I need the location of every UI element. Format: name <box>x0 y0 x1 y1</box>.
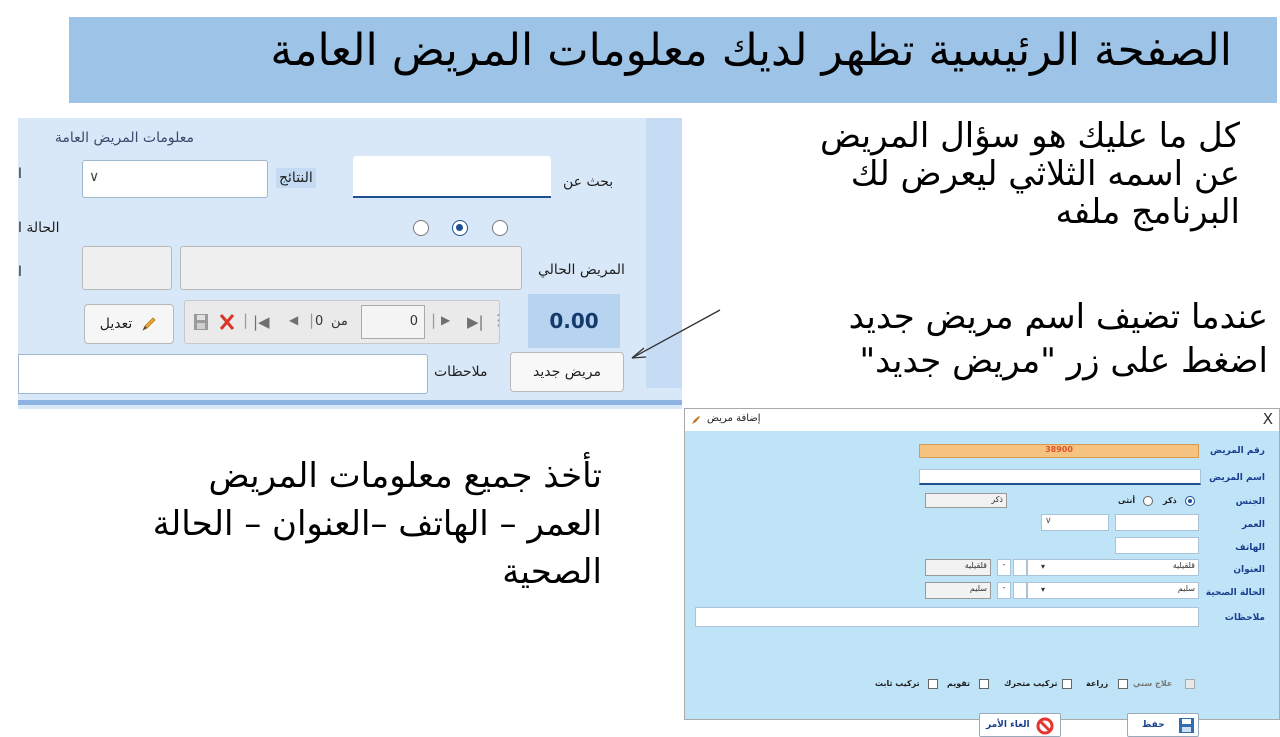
address-dash-button[interactable]: - <box>997 559 1011 576</box>
address-dropdown-toggle[interactable] <box>1013 559 1027 576</box>
caption-line: كل ما عليك هو سؤال المريض <box>819 116 1240 156</box>
last-record-icon[interactable]: ▶| <box>467 313 484 331</box>
caption-line: تأخذ جميع معلومات المريض <box>208 456 602 496</box>
edit-label: تعديل <box>99 316 133 332</box>
phone-input[interactable] <box>1115 537 1199 554</box>
next-record-icon[interactable]: ▶ <box>441 313 451 327</box>
notes-field[interactable] <box>18 354 428 394</box>
gender-display: ذكر <box>925 493 1007 508</box>
prev-record-icon[interactable]: ◀ <box>289 313 299 327</box>
caption-line: عن اسمه الثلاثي ليعرض لك <box>850 154 1240 194</box>
save-icon <box>1178 717 1195 734</box>
phone-label: الهاتف <box>1235 543 1265 553</box>
slide-title: الصفحة الرئيسية تظهر لديك معلومات المريض العامة <box>270 25 1232 76</box>
chevron-down-icon: ▾ <box>1041 585 1046 594</box>
checkbox-label: زراعة <box>1086 679 1109 688</box>
cut-label-2: ا <box>18 264 22 280</box>
chevron-down-icon: ▾ <box>1041 562 1046 571</box>
dental-treatment-checkbox[interactable] <box>1185 679 1195 689</box>
separator: | <box>243 311 249 329</box>
patient-id-field <box>82 246 172 290</box>
search-option-radio-2[interactable] <box>452 220 468 236</box>
checkbox-label: تقويم <box>947 679 971 688</box>
new-patient-button[interactable]: مريض جديد <box>510 352 624 392</box>
separator: | <box>309 311 315 329</box>
caption-line: اضغط على زر "مريض جديد" <box>859 341 1268 381</box>
cancel-icon <box>1036 717 1054 735</box>
notes-label: ملاحظات <box>434 364 488 380</box>
separator: | <box>431 311 437 329</box>
nav-position: 0 <box>409 314 418 329</box>
save-label: حفظ <box>1142 720 1165 730</box>
current-patient-field <box>180 246 522 290</box>
delete-icon[interactable] <box>219 313 235 331</box>
search-option-radio-1[interactable] <box>413 220 429 236</box>
dialog-title: إضافة مريض <box>707 413 761 424</box>
gender-male-label: ذكر <box>1163 496 1177 505</box>
notes-label: ملاحظات <box>1224 613 1265 623</box>
cancel-button[interactable] <box>979 713 1061 737</box>
results-label: النتائج <box>276 168 316 188</box>
patient-name-label: اسم المريض <box>1209 473 1265 483</box>
fixed-checkbox[interactable] <box>928 679 938 689</box>
caption-search-help <box>820 117 1240 231</box>
cancel-label: الغاء الأمر <box>986 720 1030 730</box>
balance-amount: 0.00 <box>528 294 620 348</box>
bottom-divider <box>18 400 682 405</box>
chevron-down-icon: ∨ <box>89 169 100 185</box>
nav-of-label: من <box>331 314 348 329</box>
save-disk-icon[interactable] <box>193 313 209 331</box>
checkbox-label: علاج سني <box>1133 679 1173 688</box>
notes-input[interactable] <box>695 607 1199 627</box>
checkbox-label: تركيب ثابت <box>875 679 920 688</box>
search-input[interactable] <box>353 156 551 198</box>
edit-button[interactable] <box>84 304 174 344</box>
health-label: الحالة الصحية <box>1205 588 1265 598</box>
caption-line: عندما تضيف اسم مريض جديد <box>848 297 1268 337</box>
orthodontics-checkbox[interactable] <box>979 679 989 689</box>
app-icon <box>691 415 701 425</box>
pointer-arrow <box>620 300 730 370</box>
age-label: العمر <box>1241 520 1265 530</box>
results-dropdown[interactable] <box>82 160 268 198</box>
health-dropdown-toggle[interactable] <box>1013 582 1027 599</box>
gender-female-radio[interactable] <box>1143 496 1153 506</box>
address-display: قلقيلية <box>925 559 991 576</box>
gender-male-radio[interactable] <box>1185 496 1195 506</box>
caption-line: البرنامج ملفه <box>1055 192 1240 232</box>
record-navigator <box>184 300 506 344</box>
caption-line: العمر – الهاتف –العنوان – الحالة <box>152 504 602 544</box>
patient-no-field: 38900 <box>919 444 1199 458</box>
removable-checkbox[interactable] <box>1062 679 1072 689</box>
current-patient-label: المريض الحالي <box>538 262 625 278</box>
implant-checkbox[interactable] <box>1118 679 1128 689</box>
address-label: العنوان <box>1233 565 1265 575</box>
record-position-field[interactable] <box>361 305 425 339</box>
add-patient-dialog <box>684 408 1280 730</box>
checkbox-label: تركيب متحرك <box>1004 679 1058 688</box>
dialog-titlebar <box>685 409 1279 431</box>
pencil-icon <box>140 315 158 333</box>
gender-label: الجنس <box>1235 497 1265 507</box>
panel-title: معلومات المريض العامة <box>54 130 194 146</box>
dialog-body <box>685 431 1279 730</box>
health-dash-button[interactable]: - <box>997 582 1011 599</box>
separator: ⋮ <box>491 311 506 329</box>
search-option-radio-3[interactable] <box>492 220 508 236</box>
caption-new-patient-help <box>849 295 1268 383</box>
address-dropdown[interactable]: قلقيلية <box>1027 559 1199 576</box>
health-dropdown[interactable]: سليم <box>1027 582 1199 599</box>
age-input[interactable] <box>1115 514 1199 531</box>
nav-total: 0 <box>315 314 324 329</box>
close-icon[interactable]: X <box>1262 410 1273 428</box>
cut-label-1: ا <box>18 166 22 182</box>
caption-line: الصحية <box>502 552 602 592</box>
title-banner <box>69 17 1277 103</box>
caption-details-help <box>153 452 602 596</box>
age-unit-dropdown[interactable] <box>1041 514 1109 531</box>
chevron-down-icon: ∨ <box>1045 516 1052 526</box>
gender-female-label: أنثى <box>1118 496 1136 505</box>
health-display: سليم <box>925 582 991 599</box>
save-button[interactable] <box>1127 713 1199 737</box>
first-record-icon[interactable]: |◀ <box>253 313 270 331</box>
patient-name-input[interactable] <box>919 469 1201 485</box>
status-label-cut: الحالة ا <box>18 220 60 236</box>
patient-info-screenshot <box>18 118 682 409</box>
patient-no-label: رقم المريض <box>1209 446 1265 456</box>
search-label: بحث عن <box>563 174 614 190</box>
